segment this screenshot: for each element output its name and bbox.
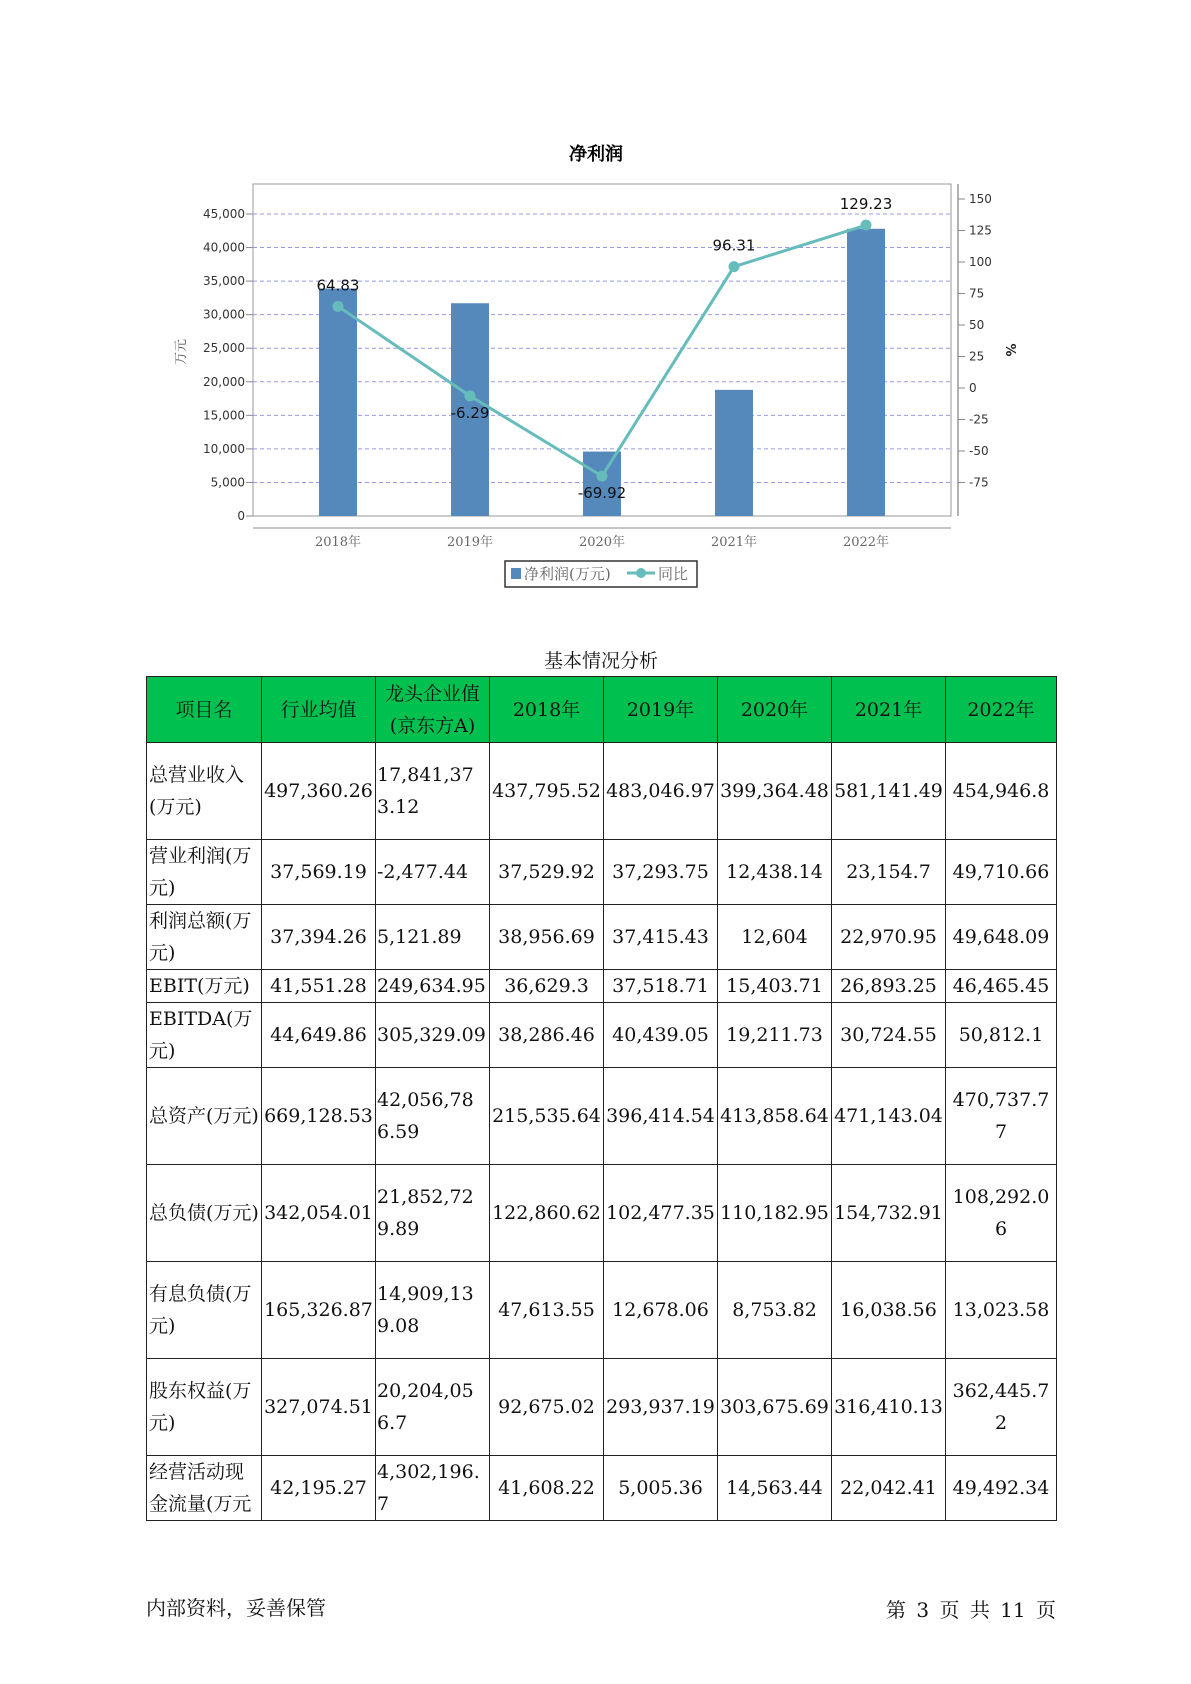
table-cell: 17,841,373.12 <box>376 743 490 840</box>
header-cell: 行业均值 <box>262 677 376 743</box>
right-tick-label: -75 <box>969 475 989 490</box>
table-cell: 30,724.55 <box>832 1003 946 1068</box>
footer-note: 内部资料，妥善保管 <box>146 1596 326 1620</box>
line-point <box>729 261 740 272</box>
table-cell: 362,445.72 <box>946 1359 1057 1456</box>
basic-analysis-table <box>146 676 1057 1521</box>
table-cell: 497,360.26 <box>262 743 376 840</box>
table-cell: 4,302,196.7 <box>376 1456 490 1521</box>
row-label: 利润总额(万元) <box>147 905 262 970</box>
legend-bar-label: 净利润(万元) <box>524 565 611 583</box>
table-cell: 454,946.8 <box>946 743 1057 840</box>
left-tick-label: 15,000 <box>203 408 245 423</box>
x-tick-label: 2020年 <box>578 535 626 550</box>
table-cell: -2,477.44 <box>376 840 490 905</box>
left-tick-label: 40,000 <box>203 240 245 255</box>
table-cell: 437,795.52 <box>490 743 604 840</box>
table-cell: 50,812.1 <box>946 1003 1057 1068</box>
table-cell: 110,182.95 <box>718 1165 832 1262</box>
table-cell: 122,860.62 <box>490 1165 604 1262</box>
left-tick-label: 0 <box>237 509 245 523</box>
table-cell: 581,141.49 <box>832 743 946 840</box>
table-cell: 471,143.04 <box>832 1068 946 1165</box>
table-cell: 19,211.73 <box>718 1003 832 1068</box>
table-caption: 基本情况分析 <box>543 650 658 672</box>
table-cell: 5,121.89 <box>376 905 490 970</box>
left-tick-label: 45,000 <box>203 207 245 221</box>
table-cell: 15,403.71 <box>718 970 832 1003</box>
table-cell: 470,737.77 <box>946 1068 1057 1165</box>
table-cell: 23,154.7 <box>832 840 946 905</box>
line-point <box>597 471 608 482</box>
legend-line-marker <box>636 568 646 578</box>
data-label: 64.83 <box>316 276 360 295</box>
table-cell: 12,604 <box>718 905 832 970</box>
table-cell: 49,710.66 <box>946 840 1057 905</box>
x-tick-label: 2022年 <box>842 535 890 550</box>
table-row <box>147 1068 1057 1165</box>
left-tick-label: 35,000 <box>203 274 245 289</box>
table-cell: 38,956.69 <box>490 905 604 970</box>
row-label: 有息负债(万元) <box>147 1262 262 1359</box>
right-tick-label: 125 <box>969 223 992 238</box>
bar <box>847 229 885 516</box>
grid-lines <box>253 214 951 482</box>
legend <box>505 561 697 587</box>
table-cell: 21,852,729.89 <box>376 1165 490 1262</box>
left-tick-label: 10,000 <box>203 441 245 456</box>
row-label: 股东权益(万元) <box>147 1359 262 1456</box>
table-cell: 413,858.64 <box>718 1068 832 1165</box>
table-row <box>147 840 1057 905</box>
data-label: -6.29 <box>450 403 490 422</box>
table-cell: 37,529.92 <box>490 840 604 905</box>
table-cell: 102,477.35 <box>604 1165 718 1262</box>
table-row <box>147 1262 1057 1359</box>
table-cell: 37,518.71 <box>604 970 718 1003</box>
table-cell: 12,438.14 <box>718 840 832 905</box>
right-tick-label: 75 <box>969 286 985 301</box>
table-cell: 22,042.41 <box>832 1456 946 1521</box>
line-point <box>333 301 344 312</box>
header-cell: 2022年 <box>946 677 1057 743</box>
table-cell: 38,286.46 <box>490 1003 604 1068</box>
table-cell: 46,465.45 <box>946 970 1057 1003</box>
table-cell: 399,364.48 <box>718 743 832 840</box>
left-tick-label: 20,000 <box>203 374 245 389</box>
table-row <box>147 1003 1057 1068</box>
right-tick-label: -25 <box>969 412 989 427</box>
table-cell: 316,410.13 <box>832 1359 946 1456</box>
left-y-axis <box>203 207 253 523</box>
table-cell: 36,629.3 <box>490 970 604 1003</box>
row-label: EBIT(万元) <box>147 970 262 1003</box>
right-tick-label: 25 <box>969 349 985 364</box>
header-cell: 2020年 <box>718 677 832 743</box>
right-tick-label: 150 <box>969 192 992 206</box>
row-label: 经营活动现金流量(万元 <box>147 1456 262 1521</box>
table-cell: 303,675.69 <box>718 1359 832 1456</box>
growth-line <box>338 225 866 476</box>
table-row <box>147 905 1057 970</box>
table-cell: 40,439.05 <box>604 1003 718 1068</box>
table-cell: 396,414.54 <box>604 1068 718 1165</box>
table-cell: 293,937.19 <box>604 1359 718 1456</box>
left-tick-label: 30,000 <box>203 307 245 322</box>
header-cell: 2021年 <box>832 677 946 743</box>
table-cell: 26,893.25 <box>832 970 946 1003</box>
page-number: 第 3 页 共 11 页 <box>886 1598 1056 1622</box>
table-cell: 41,608.22 <box>490 1456 604 1521</box>
table-row <box>147 970 1057 1003</box>
table-cell: 42,195.27 <box>262 1456 376 1521</box>
data-label: -69.92 <box>577 484 627 503</box>
legend-bar-swatch <box>511 568 521 579</box>
chart-title: 净利润 <box>569 144 623 165</box>
table-cell: 42,056,786.59 <box>376 1068 490 1165</box>
table-cell: 44,649.86 <box>262 1003 376 1068</box>
bar <box>319 288 357 516</box>
table-cell: 342,054.01 <box>262 1165 376 1262</box>
table-cell: 14,563.44 <box>718 1456 832 1521</box>
row-label: 总营业收入(万元) <box>147 743 262 840</box>
table-cell: 483,046.97 <box>604 743 718 840</box>
table-cell: 215,535.64 <box>490 1068 604 1165</box>
line-point <box>861 220 872 231</box>
header-cell: 龙头企业值(京东方A) <box>376 677 490 743</box>
table-cell: 5,005.36 <box>604 1456 718 1521</box>
table-row <box>147 1165 1057 1262</box>
table-cell: 92,675.02 <box>490 1359 604 1456</box>
header-cell: 项目名 <box>147 677 262 743</box>
table-cell: 305,329.09 <box>376 1003 490 1068</box>
table-cell: 37,415.43 <box>604 905 718 970</box>
x-tick-label: 2018年 <box>314 535 362 550</box>
x-tick-label: 2019年 <box>446 535 494 550</box>
table-row <box>147 1359 1057 1456</box>
table-cell: 37,293.75 <box>604 840 718 905</box>
header-cell: 2019年 <box>604 677 718 743</box>
right-tick-label: -50 <box>969 444 989 458</box>
table-cell: 41,551.28 <box>262 970 376 1003</box>
data-label: 96.31 <box>712 236 756 255</box>
table-cell: 49,648.09 <box>946 905 1057 970</box>
row-label: EBITDA(万元) <box>147 1003 262 1068</box>
table-row <box>147 743 1057 840</box>
row-label: 总负债(万元) <box>147 1165 262 1262</box>
table-cell: 154,732.91 <box>832 1165 946 1262</box>
x-axis <box>253 528 951 550</box>
line-point <box>465 390 476 401</box>
right-tick-label: 100 <box>969 255 992 269</box>
table-cell: 22,970.95 <box>832 905 946 970</box>
table-header-row <box>147 677 1057 743</box>
left-tick-label: 5,000 <box>210 475 245 490</box>
table-cell: 14,909,139.08 <box>376 1262 490 1359</box>
table-cell: 16,038.56 <box>832 1262 946 1359</box>
table-cell: 37,569.19 <box>262 840 376 905</box>
left-tick-label: 25,000 <box>203 341 245 356</box>
table-cell: 13,023.58 <box>946 1262 1057 1359</box>
table-cell: 49,492.34 <box>946 1456 1057 1521</box>
row-label: 总资产(万元) <box>147 1068 262 1165</box>
table-cell: 37,394.26 <box>262 905 376 970</box>
table-cell: 20,204,056.7 <box>376 1359 490 1456</box>
line-series <box>333 220 872 482</box>
header-cell: 2018年 <box>490 677 604 743</box>
table-cell: 12,678.06 <box>604 1262 718 1359</box>
right-y-axis <box>958 184 992 516</box>
legend-line-label: 同比 <box>658 565 689 583</box>
x-tick-label: 2021年 <box>710 535 758 550</box>
table-cell: 47,613.55 <box>490 1262 604 1359</box>
table-cell: 108,292.06 <box>946 1165 1057 1262</box>
y-left-label: 万元 <box>174 338 189 366</box>
y-right-label: % <box>1002 343 1017 357</box>
right-tick-label: 0 <box>969 381 977 395</box>
table-cell: 327,074.51 <box>262 1359 376 1456</box>
table-cell: 8,753.82 <box>718 1262 832 1359</box>
table-cell: 669,128.53 <box>262 1068 376 1165</box>
table-row <box>147 1456 1057 1521</box>
right-tick-label: 50 <box>969 318 985 332</box>
net-profit-chart <box>0 0 1191 600</box>
data-label: 129.23 <box>839 195 893 214</box>
row-label: 营业利润(万元) <box>147 840 262 905</box>
bar <box>715 390 753 516</box>
table-cell: 249,634.95 <box>376 970 490 1003</box>
table-cell: 165,326.87 <box>262 1262 376 1359</box>
